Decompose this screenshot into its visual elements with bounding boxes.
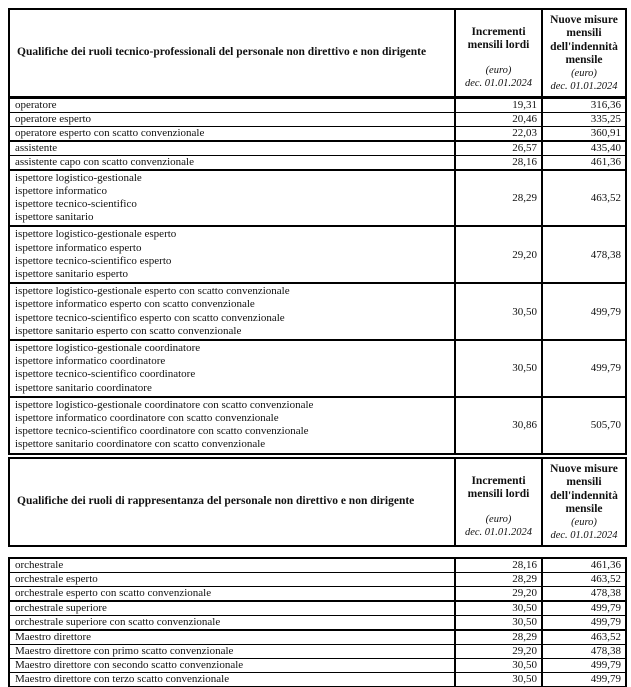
increment-value: 29,20 (455, 586, 542, 601)
increment-value: 28,29 (455, 170, 542, 227)
new-measure-value: 478,38 (542, 586, 626, 601)
increment-value: 28,29 (455, 630, 542, 645)
new-measure-column-header (542, 9, 626, 97)
new-measure-value: 478,38 (542, 226, 626, 283)
qualification-cell (9, 586, 455, 601)
qualification-cell (9, 397, 455, 454)
qualification-cell (9, 572, 455, 586)
increment-header-content (456, 12, 541, 94)
table-row (9, 170, 626, 227)
table-row (9, 126, 626, 141)
table-row (9, 141, 626, 156)
qualification-line: ispettore logistico-gestionale coordinatore con scatto convenzionale (15, 398, 314, 411)
qualification-line: assistente capo con scatto convenzionale (15, 155, 194, 168)
new-measure-unit: (euro) (571, 516, 597, 528)
qualification-line: ispettore informatico esperto con scatto convenzionale (15, 298, 255, 311)
qualification-cell (9, 112, 455, 126)
qualification-line: ispettore sanitario coordinatore (15, 381, 152, 394)
qualification-line: ispettore sanitario esperto (15, 267, 129, 280)
qualification-line: Maestro direttore con terzo scatto convenzionale (15, 672, 230, 685)
table-row (9, 97, 626, 112)
qualification-cell (9, 601, 455, 616)
qualification-line: orchestrale superiore (15, 601, 107, 614)
increment-value: 30,50 (455, 615, 542, 630)
rappresentanza-body-table (8, 557, 627, 687)
table-row (9, 558, 626, 573)
increment-date: dec. 01.01.2024 (464, 78, 533, 90)
increment-value: 28,29 (455, 572, 542, 586)
rappresentanza-header (9, 458, 626, 546)
qualification-cell (9, 340, 455, 397)
qualification-line: ispettore tecnico-scientifico esperto (15, 254, 172, 267)
qualification-line: ispettore informatico coordinatore con scatto convenzionale (15, 411, 279, 424)
qualification-cell (9, 558, 455, 573)
table-row (9, 658, 626, 672)
qualification-line: ispettore sanitario esperto con scatto convenzionale (15, 324, 242, 337)
qualification-line: ispettore tecnico-scientifico esperto con scatto convenzionale (15, 311, 285, 324)
increment-value: 20,46 (455, 112, 542, 126)
new-measure-value: 463,52 (542, 630, 626, 645)
qualification-line: assistente (15, 141, 58, 154)
qualification-cell (9, 126, 455, 141)
qualification-line: ispettore sanitario (15, 211, 94, 224)
increment-column-header (455, 458, 542, 546)
new-measure-value: 461,36 (542, 155, 626, 170)
qualification-line: operatore esperto con scatto convenzionale (15, 126, 205, 139)
new-measure-value: 463,52 (542, 572, 626, 586)
increment-value: 30,86 (455, 397, 542, 454)
increment-value: 30,50 (455, 283, 542, 340)
new-measure-value: 360,91 (542, 126, 626, 141)
qualification-line: Maestro direttore (15, 630, 92, 643)
section2-title: Qualifiche dei ruoli di rappresentanza del personale non direttivo e non dirigente (9, 458, 455, 546)
increment-value: 30,50 (455, 658, 542, 672)
qualification-cell (9, 97, 455, 112)
new-measure-value: 463,52 (542, 170, 626, 227)
tecnico-professionali-header (9, 9, 626, 97)
qualification-line: ispettore logistico-gestionale esperto con scatto convenzionale (15, 285, 290, 298)
qualification-line: ispettore logistico-gestionale coordinatore (15, 341, 201, 354)
qualification-cell (9, 630, 455, 645)
new-measure-value: 499,79 (542, 658, 626, 672)
qualification-line: operatore esperto (15, 112, 92, 125)
new-measure-value: 435,40 (542, 141, 626, 156)
new-measure-unit: (euro) (571, 67, 597, 79)
new-measure-date: dec. 01.01.2024 (550, 81, 618, 93)
new-measure-value: 499,79 (542, 283, 626, 340)
qualification-line: orchestrale superiore con scatto convenzionale (15, 615, 221, 628)
new-measure-value: 316,36 (542, 97, 626, 112)
increment-value: 30,50 (455, 601, 542, 616)
qualification-line: orchestrale esperto con scatto convenzionale (15, 586, 212, 599)
increment-value: 29,20 (455, 226, 542, 283)
qualification-cell (9, 615, 455, 630)
rappresentanza-rows (9, 558, 626, 687)
qualification-line: ispettore tecnico-scientifico coordinatore con scatto convenzionale (15, 425, 309, 438)
qualification-line: ispettore sanitario coordinatore con scatto convenzionale (15, 438, 266, 451)
table-row (9, 644, 626, 658)
increment-value: 28,16 (455, 155, 542, 170)
new-measure-value: 478,38 (542, 644, 626, 658)
qualification-line: ispettore informatico coordinatore (15, 355, 166, 368)
table-row (9, 630, 626, 645)
qualification-line: ispettore informatico (15, 184, 107, 197)
table-row (9, 572, 626, 586)
new-measure-value: 499,79 (542, 340, 626, 397)
table-row (9, 112, 626, 126)
qualification-line: Maestro direttore con secondo scatto convenzionale (15, 658, 244, 671)
qualification-cell (9, 283, 455, 340)
qualification-cell (9, 672, 455, 687)
table-row (9, 226, 626, 283)
qualification-cell (9, 644, 455, 658)
qualification-line: orchestrale (15, 558, 64, 571)
increment-unit: (euro) (485, 64, 512, 76)
increment-value: 30,50 (455, 672, 542, 687)
tecnico-professionali-rows (9, 97, 626, 454)
table-row (9, 397, 626, 454)
qualification-cell (9, 170, 455, 227)
increment-unit: (euro) (485, 513, 512, 525)
new-measure-date: dec. 01.01.2024 (550, 530, 618, 542)
increment-title: Incrementi mensili lordi (467, 25, 530, 52)
header-row (9, 458, 626, 546)
new-measure-title: Nuove misure mensili dell'indennità mensile (550, 13, 618, 67)
qualification-line: ispettore logistico-gestionale (15, 171, 142, 184)
new-measure-value: 461,36 (542, 558, 626, 573)
tecnico-professionali-table (8, 8, 627, 455)
qualification-cell (9, 155, 455, 170)
new-measure-value: 499,79 (542, 601, 626, 616)
increment-value: 28,16 (455, 558, 542, 573)
new-measure-header-content (543, 461, 625, 543)
table-row (9, 155, 626, 170)
new-measure-value: 505,70 (542, 397, 626, 454)
qualification-cell (9, 141, 455, 156)
increment-column-header (455, 9, 542, 97)
qualification-line: orchestrale esperto (15, 572, 98, 585)
increment-header-content (456, 461, 541, 543)
increment-date: dec. 01.01.2024 (464, 527, 533, 539)
new-measure-value: 499,79 (542, 615, 626, 630)
increment-value: 26,57 (455, 141, 542, 156)
table-row (9, 340, 626, 397)
increment-value: 19,31 (455, 97, 542, 112)
increment-title: Incrementi mensili lordi (467, 474, 530, 501)
qualification-cell (9, 226, 455, 283)
qualification-line: operatore (15, 98, 57, 111)
header-row (9, 9, 626, 97)
new-measure-column-header (542, 458, 626, 546)
increment-value: 30,50 (455, 340, 542, 397)
qualification-line: ispettore tecnico-scientifico (15, 197, 137, 210)
qualification-line: Maestro direttore con primo scatto convenzionale (15, 644, 234, 657)
new-measure-value: 335,25 (542, 112, 626, 126)
table-row (9, 672, 626, 687)
increment-value: 29,20 (455, 644, 542, 658)
table-row (9, 615, 626, 630)
section1-title: Qualifiche dei ruoli tecnico-professionali del personale non direttivo e non dirigente (9, 9, 455, 97)
table-row (9, 586, 626, 601)
qualification-line: ispettore informatico esperto (15, 241, 142, 254)
table-row (9, 283, 626, 340)
new-measure-value: 499,79 (542, 672, 626, 687)
qualification-line: ispettore logistico-gestionale esperto (15, 228, 177, 241)
qualification-cell (9, 658, 455, 672)
table-row (9, 601, 626, 616)
new-measure-title: Nuove misure mensili dell'indennità mensile (550, 462, 618, 516)
increment-value: 22,03 (455, 126, 542, 141)
new-measure-header-content (543, 12, 625, 94)
rappresentanza-header-table (8, 457, 627, 547)
qualification-line: ispettore tecnico-scientifico coordinatore (15, 368, 196, 381)
